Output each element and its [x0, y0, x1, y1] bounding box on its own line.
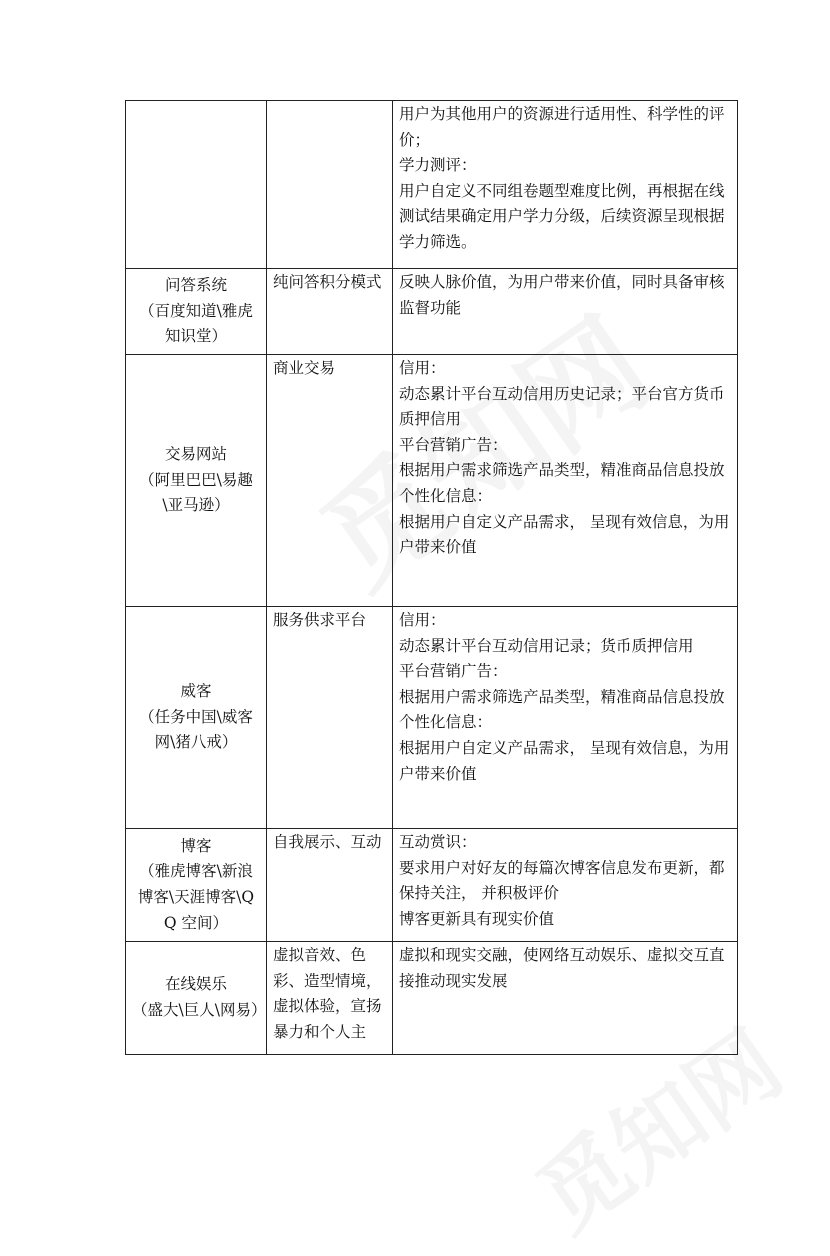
description-line: 根据用户需求筛选产品类型，精准商品信息投放 — [399, 461, 725, 480]
platform-examples: （雅虎博客\新浪博客\天涯博客\QQ 空间） — [137, 862, 255, 932]
platform-name: 问答系统 — [164, 276, 227, 295]
description-line: 虚拟和现实交融，使网络互动娱乐、虚拟交互直接推动现实发展 — [399, 946, 725, 990]
description-line: 要求用户对好友的每篇次博客信息发布更新，都保持关注， 并积极评价 — [399, 858, 725, 903]
platform-cell — [126, 942, 267, 1055]
table-row — [126, 607, 738, 829]
description-line: 用户自定义不同组卷题型难度比例，再根据在线测试结果确定用户学力分级，后续资源呈现根据学力筛选。 — [399, 181, 725, 251]
mode-cell: 商业交易 — [267, 355, 393, 607]
mode-cell: 虚拟音效、色彩、造型情境，虚拟体验，宣扬暴力和个人主 — [267, 942, 393, 1055]
table-row — [126, 829, 738, 942]
description-line: 根据用户需求筛选产品类型，精准商品信息投放 — [399, 687, 725, 706]
platform-cell — [126, 829, 267, 942]
table-row — [126, 942, 738, 1055]
mode-cell — [267, 101, 393, 269]
description-line: 动态累计平台互动信用记录；货币质押信用 — [399, 636, 694, 655]
description-line: 动态累计平台互动信用历史记录；平台官方货币质押信用 — [399, 384, 725, 429]
platform-cell — [126, 101, 267, 269]
description-line: 平台营销广告： — [399, 435, 508, 454]
platform-examples: （盛大\巨人\网易） — [132, 1001, 267, 1019]
platform-name: 博客 — [180, 836, 212, 855]
description-line: 学力测评： — [399, 156, 477, 175]
description-line: 反映人脉价值，为用户带来价值，同时具备审核监督功能 — [399, 273, 725, 317]
platform-name: 交易网站 — [164, 445, 227, 464]
table-row — [126, 269, 738, 355]
description-cell — [393, 829, 738, 942]
description-line: 信用： — [399, 359, 446, 377]
description-cell — [393, 607, 738, 829]
description-cell — [393, 269, 738, 355]
description-line: 个性化信息： — [399, 486, 493, 505]
description-cell — [393, 355, 738, 607]
platform-examples: （阿里巴巴\易趣\亚马逊） — [139, 470, 253, 515]
description-line: 根据用户自定义产品需求， 呈现有效信息，为用户带来价值 — [399, 738, 730, 783]
table-row — [126, 101, 738, 269]
description-line: 根据用户自定义产品需求， 呈现有效信息，为用户带来价值 — [399, 512, 730, 557]
platform-cell — [126, 607, 267, 829]
mode-cell: 纯问答积分模式 — [267, 269, 393, 355]
mode-cell: 服务供求平台 — [267, 607, 393, 829]
table-row — [126, 355, 738, 607]
platform-examples: （任务中国\威客网\猪八戒） — [139, 707, 253, 752]
platform-name: 在线娱乐 — [164, 975, 227, 994]
description-line: 个性化信息： — [399, 713, 493, 732]
description-cell — [393, 101, 738, 269]
platform-cell — [126, 355, 267, 607]
description-line: 博客更新具有现实价值 — [399, 909, 555, 928]
description-line: 互动赏识： — [399, 833, 477, 851]
description-line: 用户为其他用户的资源进行适用性、科学性的评价； — [399, 105, 725, 149]
platform-cell — [126, 269, 267, 355]
platform-examples: （百度知道\雅虎知识堂） — [139, 301, 253, 346]
platform-name: 威客 — [180, 682, 212, 701]
description-line: 信用： — [399, 611, 446, 629]
description-cell — [393, 942, 738, 1055]
description-line: 平台营销广告： — [399, 662, 508, 681]
mode-cell: 自我展示、互动 — [267, 829, 393, 942]
platform-comparison-table — [125, 100, 738, 1055]
